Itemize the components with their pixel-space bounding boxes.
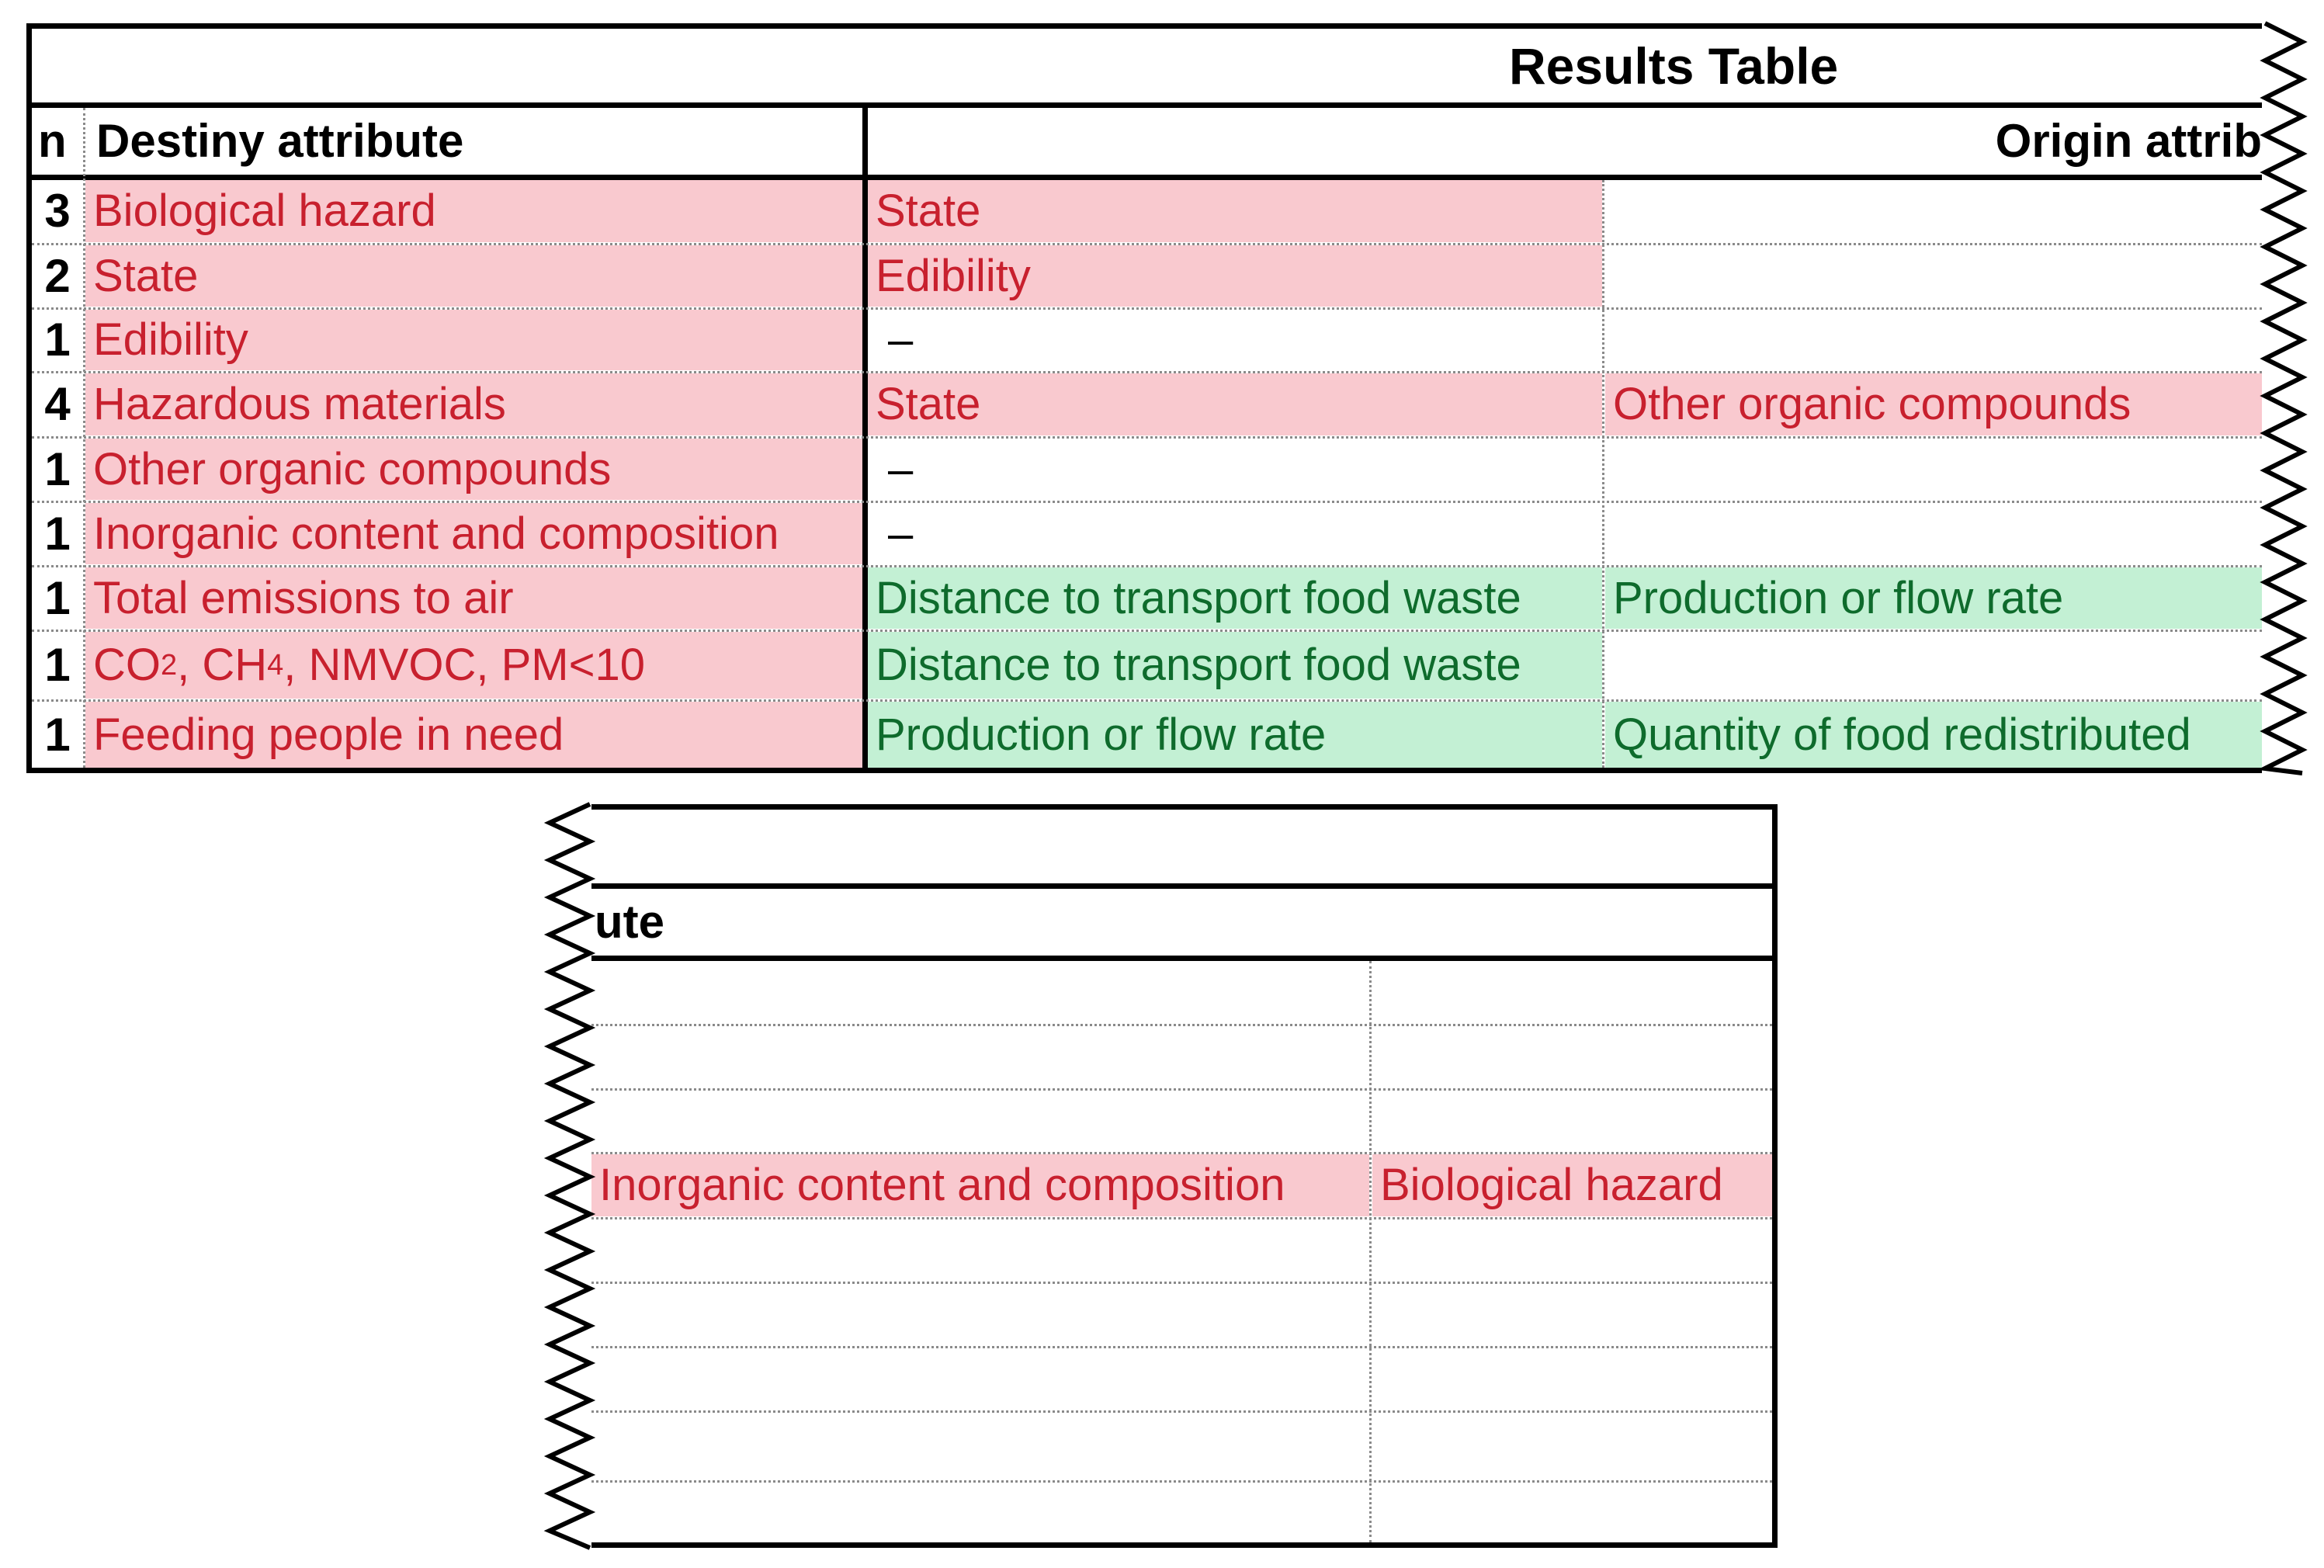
row7-n: 1	[44, 571, 71, 624]
row3-n: 1	[44, 314, 71, 366]
title-divider	[591, 883, 1778, 889]
row8-destiny: CO 2 , CH 4 , NMVOC, PM<10	[85, 632, 862, 699]
row4-origin2: Other organic compounds	[1605, 373, 2262, 435]
origin-column-divider	[1369, 961, 1372, 1542]
row-divider	[591, 1346, 1772, 1348]
row-divider	[591, 1282, 1772, 1284]
title-divider	[26, 102, 2262, 108]
row9-origin1: Production or flow rate	[868, 702, 1602, 768]
row1-n: 3	[44, 185, 71, 237]
row4-n: 4	[44, 378, 71, 430]
row6-destiny: Inorganic content and composition	[85, 503, 862, 564]
row2-n: 2	[44, 249, 71, 302]
header-divider	[26, 175, 2262, 180]
row7-destiny: Total emissions to air	[85, 567, 862, 629]
row4-origin3: Inorganic content and composition	[591, 1154, 1369, 1216]
break-zigzag-right	[2262, 23, 2308, 773]
row7-origin2: Production or flow rate	[1605, 567, 2262, 629]
row9-origin2: Quantity of food redistributed	[1605, 702, 2262, 768]
row4-origin1: State	[868, 373, 1602, 435]
header-divider	[591, 956, 1778, 961]
break-zigzag-left	[545, 804, 591, 1548]
row8-origin1: Distance to transport food waste	[868, 632, 1602, 699]
row8-n: 1	[44, 639, 71, 691]
row9-destiny: Feeding people in need	[85, 702, 862, 768]
results-table-bottom	[545, 804, 1778, 1548]
row1-destiny: Biological hazard	[85, 180, 862, 242]
table-title: Results Table	[1509, 36, 1839, 95]
header-origin-attribute-part2: ute	[595, 896, 664, 948]
header-n: n	[38, 115, 67, 167]
row8-destiny-co: CO	[93, 640, 161, 690]
row3-origin1: –	[888, 314, 914, 365]
row5-n: 1	[44, 442, 71, 495]
row5-origin1: –	[888, 443, 914, 494]
row-divider	[591, 1217, 1772, 1219]
row4-origin4: Biological hazard	[1372, 1154, 1772, 1216]
row9-n: 1	[44, 708, 71, 761]
row2-origin1: Edibility	[868, 245, 1602, 307]
row-divider	[591, 1088, 1772, 1091]
row-divider	[591, 1410, 1772, 1413]
row-divider	[591, 1024, 1772, 1026]
row8-destiny-rest: , NMVOC, PM<10	[283, 640, 646, 690]
row8-destiny-ch: , CH	[177, 640, 268, 690]
row1-origin1: State	[868, 180, 1602, 242]
results-table-top	[26, 23, 2262, 773]
row7-origin1: Distance to transport food waste	[868, 567, 1602, 629]
header-origin-attribute-part1: Origin attrib	[1995, 115, 2262, 167]
origin-column-divider	[1602, 180, 1604, 768]
row-divider	[591, 1480, 1772, 1483]
header-destiny-attribute: Destiny attribute	[96, 115, 464, 167]
row6-origin1: –	[888, 508, 914, 559]
row3-destiny: Edibility	[85, 310, 862, 370]
row5-destiny: Other organic compounds	[85, 439, 862, 500]
row4-destiny: Hazardous materials	[85, 373, 862, 435]
row2-destiny: State	[85, 245, 862, 307]
row6-n: 1	[44, 507, 71, 560]
